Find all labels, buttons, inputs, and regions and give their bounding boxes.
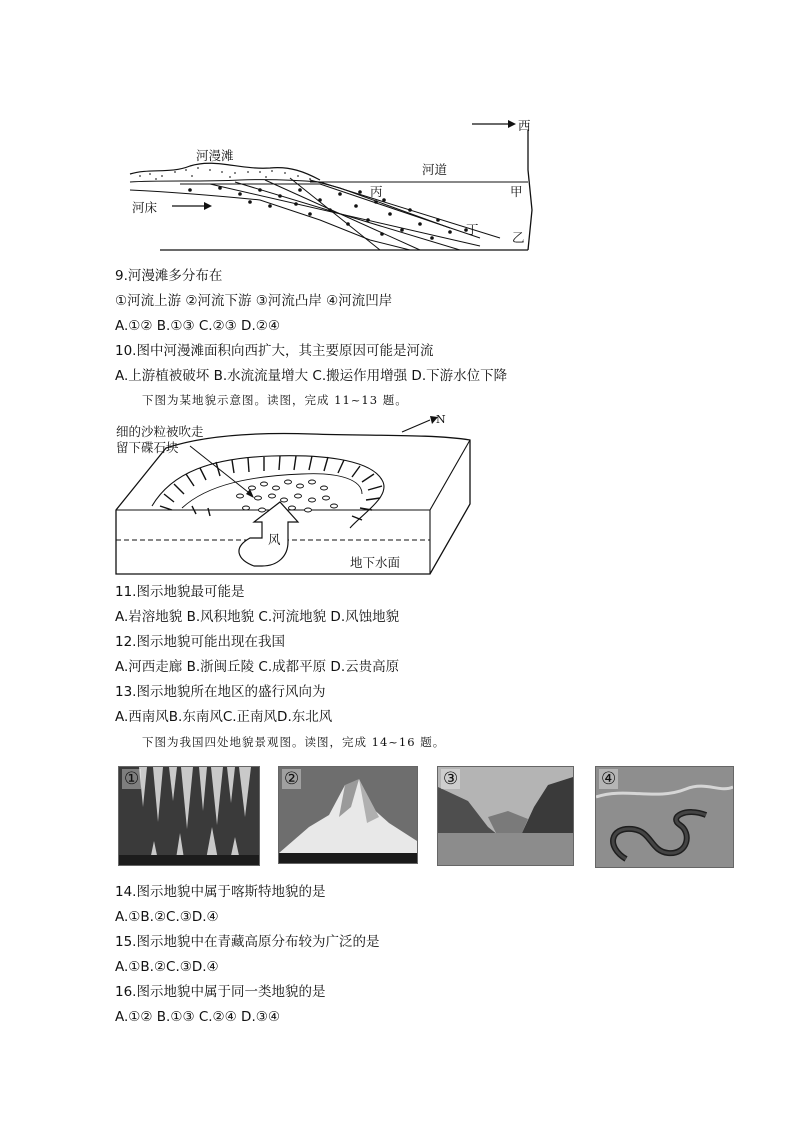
yi-label: 乙 bbox=[512, 230, 525, 245]
question-12-choices: A.河西走廊 B.浙闽丘陵 C.成都平原 D.云贵高原 bbox=[115, 659, 400, 675]
question-15-choices: A.①B.②C.③D.④ bbox=[115, 959, 219, 975]
question-10-choices: A.上游植被破坏 B.水流流量增大 C.搬运作用增强 D.下游水位下降 bbox=[115, 368, 508, 384]
question-11-stem: 11.图示地貌最可能是 bbox=[115, 584, 245, 600]
sand-blown-note-line1: 细的沙粒被吹走 bbox=[116, 424, 204, 439]
ding-label: 丁 bbox=[466, 222, 479, 237]
jia-label: 甲 bbox=[510, 184, 523, 199]
question-11-choices: A.岩溶地貌 B.风积地貌 C.河流地貌 D.风蚀地貌 bbox=[115, 609, 400, 625]
question-9-options: ①河流上游 ②河流下游 ③河流凸岸 ④河流凹岸 bbox=[115, 293, 393, 309]
photo-3-number: ③ bbox=[443, 769, 459, 789]
section-intro-11-13: 下图为某地貌示意图。读图，完成 11~13 题。 bbox=[142, 393, 408, 407]
gorge-river-photo bbox=[437, 766, 574, 866]
question-13-choices: A.西南风B.东南风C.正南风D.东北风 bbox=[115, 709, 333, 725]
question-16-choices: A.①② B.①③ C.②④ D.③④ bbox=[115, 1009, 280, 1025]
question-16-stem: 16.图示地貌中属于同一类地貌的是 bbox=[115, 984, 326, 1000]
meander-river-photo bbox=[595, 766, 734, 868]
photo-2-number: ② bbox=[284, 769, 300, 789]
question-9-stem: 9.河漫滩多分布在 bbox=[115, 268, 223, 284]
north-label: N bbox=[436, 413, 446, 426]
question-13-stem: 13.图示地貌所在地区的盛行风向为 bbox=[115, 684, 326, 700]
photo-1-number: ① bbox=[124, 769, 140, 789]
question-15-stem: 15.图示地貌中在青藏高原分布较为广泛的是 bbox=[115, 934, 380, 950]
snow-mountain-photo bbox=[278, 766, 418, 864]
direction-west-label: 西 bbox=[518, 118, 531, 133]
wind-label: 风 bbox=[268, 532, 281, 547]
bing-label: 丙 bbox=[370, 184, 383, 199]
question-14-stem: 14.图示地貌中属于喀斯特地貌的是 bbox=[115, 884, 326, 900]
channel-label: 河道 bbox=[422, 162, 448, 177]
question-14-choices: A.①B.②C.③D.④ bbox=[115, 909, 219, 925]
question-9-choices: A.①② B.①③ C.②③ D.②④ bbox=[115, 318, 280, 334]
groundwater-label: 地下水面 bbox=[350, 555, 401, 570]
sand-blown-note-line2: 留下碟石块 bbox=[116, 440, 179, 455]
floodplain-label: 河漫滩 bbox=[196, 148, 234, 163]
photo-4-number: ④ bbox=[601, 769, 617, 789]
question-12-stem: 12.图示地貌可能出现在我国 bbox=[115, 634, 285, 650]
section-intro-14-16: 下图为我国四处地貌景观图。读图，完成 14~16 题。 bbox=[142, 735, 446, 749]
question-10-stem: 10.图中河漫滩面积向西扩大，其主要原因可能是河流 bbox=[115, 343, 434, 359]
riverbed-label: 河床 bbox=[132, 200, 158, 215]
cave-stalactite-photo bbox=[118, 766, 260, 866]
